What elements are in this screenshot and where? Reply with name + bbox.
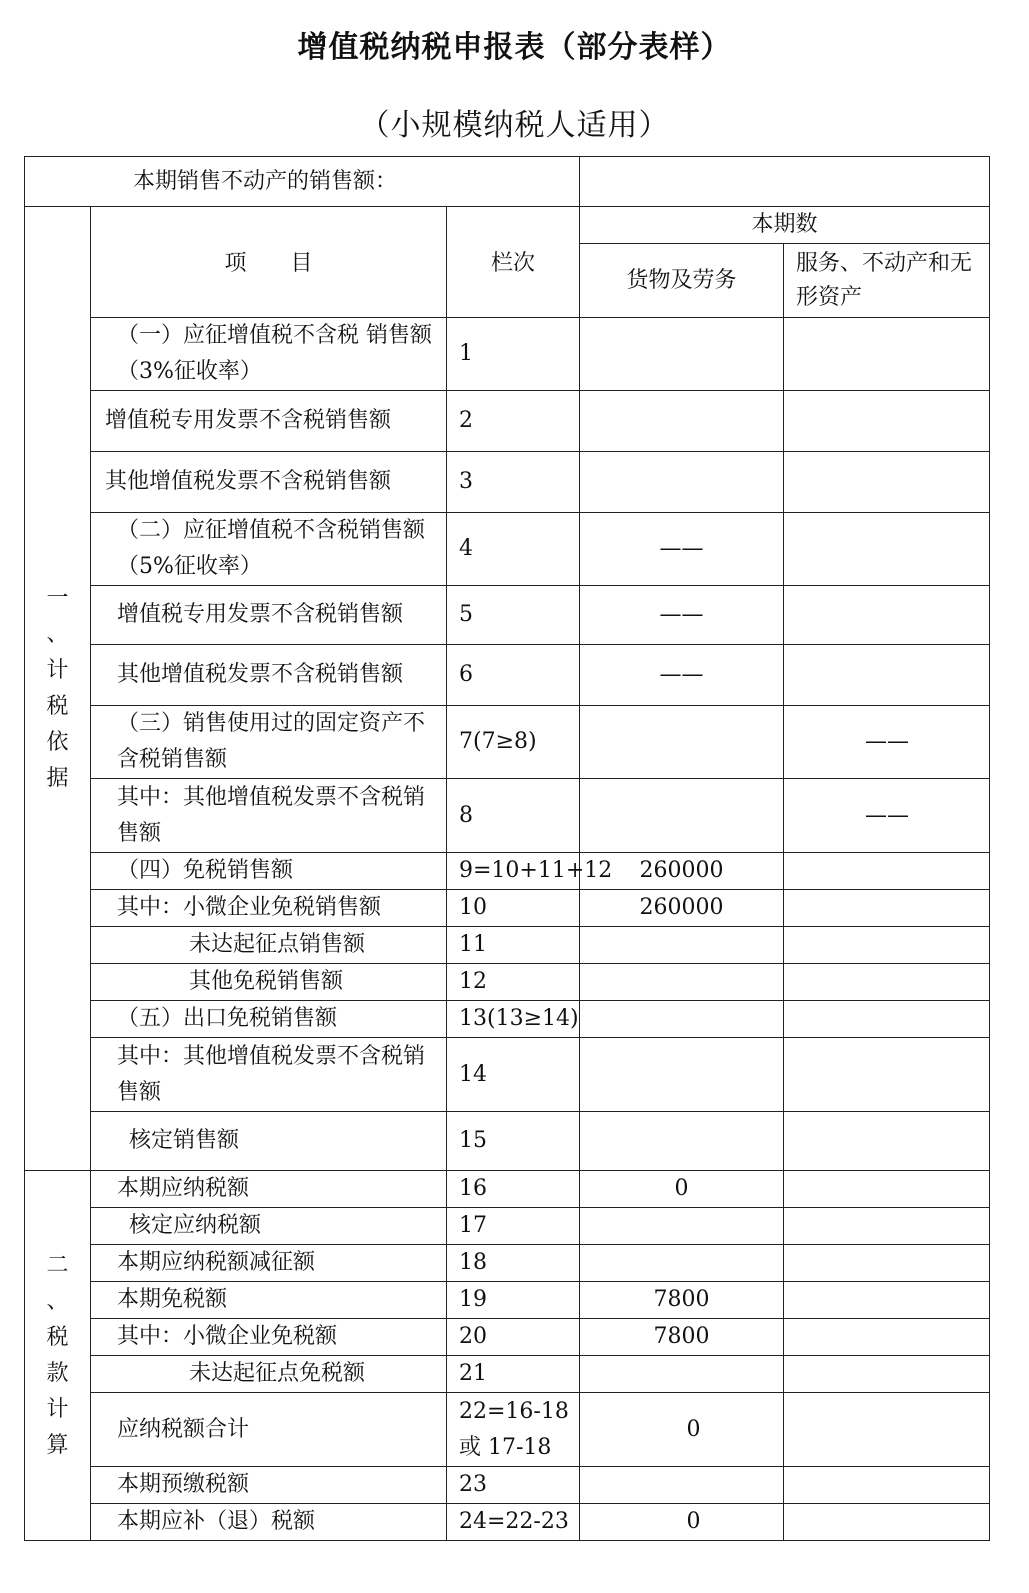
table-row xyxy=(25,1001,990,1038)
row-services[interactable] xyxy=(784,1393,990,1467)
section-label-char: 款 xyxy=(46,1360,69,1386)
row-goods[interactable] xyxy=(580,1245,784,1282)
table-row xyxy=(25,927,990,964)
row-services[interactable] xyxy=(784,853,990,890)
row-services[interactable] xyxy=(784,964,990,1001)
row-goods[interactable]: 7800 xyxy=(580,1282,784,1319)
row-line: 7(7≥8) xyxy=(447,706,580,779)
row-item: 本期应补（退）税额 xyxy=(91,1504,447,1541)
row-item: （四）免税销售额 xyxy=(91,853,447,890)
section-label-char: 二 xyxy=(46,1252,69,1278)
header-services: 服务、不动产和无形资产 xyxy=(784,244,990,318)
header-row xyxy=(25,207,990,244)
row-goods[interactable] xyxy=(580,779,784,853)
header-goods: 货物及劳务 xyxy=(580,244,784,318)
section-label-char: 税 xyxy=(46,693,69,719)
row-services[interactable]: —— xyxy=(784,779,990,853)
row-services[interactable] xyxy=(784,927,990,964)
row-services[interactable] xyxy=(784,452,990,513)
row-line: 12 xyxy=(447,964,580,1001)
row-services[interactable] xyxy=(784,1467,990,1504)
table-row xyxy=(25,452,990,513)
row-line: 3 xyxy=(447,452,580,513)
row-services[interactable] xyxy=(784,1171,990,1208)
section-tax-calc-label xyxy=(25,1248,90,1464)
row-goods[interactable] xyxy=(580,1208,784,1245)
row-item: 本期应纳税额减征额 xyxy=(91,1245,447,1282)
row-item: 本期预缴税额 xyxy=(91,1467,447,1504)
row-line: 16 xyxy=(447,1171,580,1208)
table-row xyxy=(25,853,990,890)
section-label-char: 一 xyxy=(46,585,69,611)
row-services[interactable] xyxy=(784,1112,990,1171)
row-goods[interactable] xyxy=(580,1038,784,1112)
row-goods[interactable] xyxy=(580,452,784,513)
row-goods[interactable] xyxy=(580,391,784,452)
row-item: 未达起征点免税额 xyxy=(91,1356,447,1393)
row-services[interactable] xyxy=(784,1038,990,1112)
row-item: 应纳税额合计 xyxy=(91,1393,447,1467)
table-row xyxy=(25,964,990,1001)
row-goods[interactable]: 260000 xyxy=(580,890,784,927)
row-line: 21 xyxy=(447,1356,580,1393)
row-line: 1 xyxy=(447,318,580,391)
header-item: 项 目 xyxy=(91,207,447,318)
row-goods[interactable]: 7800 xyxy=(580,1319,784,1356)
row-services[interactable] xyxy=(784,513,990,586)
row-line: 22=16-18 或 17-18 xyxy=(447,1393,580,1467)
table-row xyxy=(25,586,990,645)
row-item: 其他增值税发票不含税销售额 xyxy=(91,645,447,706)
table-row xyxy=(25,890,990,927)
row-item: 核定应纳税额 xyxy=(91,1208,447,1245)
section-label-char: 依 xyxy=(46,729,69,755)
page-subtitle: （小规模纳税人适用） xyxy=(359,108,670,143)
row-item: 本期应纳税额 xyxy=(91,1171,447,1208)
row-services[interactable] xyxy=(784,1245,990,1282)
table-row xyxy=(25,318,990,391)
row-item: 核定销售额 xyxy=(91,1112,447,1171)
row-services[interactable] xyxy=(784,586,990,645)
table-row xyxy=(25,1038,990,1112)
row-line: 13(13≥14) xyxy=(447,1001,580,1038)
row-goods[interactable]: —— xyxy=(580,513,784,586)
section-label-char: 计 xyxy=(46,1396,69,1422)
row-services[interactable] xyxy=(784,1001,990,1038)
row-item: 增值税专用发票不含税销售额 xyxy=(91,586,447,645)
row-goods[interactable] xyxy=(580,1356,784,1393)
row-line: 11 xyxy=(447,927,580,964)
table-row xyxy=(25,645,990,706)
row-goods[interactable] xyxy=(580,318,784,391)
section-label-char: 、 xyxy=(46,621,69,647)
table-row xyxy=(25,1112,990,1171)
table-row xyxy=(25,391,990,452)
row-services[interactable] xyxy=(784,1504,990,1541)
section-label-char: 算 xyxy=(46,1432,69,1458)
row-goods[interactable] xyxy=(580,927,784,964)
header-line: 栏次 xyxy=(447,207,580,318)
row-line: 9=10+11+12 xyxy=(447,853,580,890)
row-item: 其中：其他增值税发票不含税销售额 xyxy=(91,1038,447,1112)
row-services[interactable] xyxy=(784,890,990,927)
section-label-char: 据 xyxy=(46,765,69,791)
row-item: （五）出口免税销售额 xyxy=(91,1001,447,1038)
table-row xyxy=(25,1467,990,1504)
row-line: 20 xyxy=(447,1319,580,1356)
row-line: 2 xyxy=(447,391,580,452)
row-goods[interactable]: 0 xyxy=(580,1393,784,1467)
row-line: 18 xyxy=(447,1245,580,1282)
section-tax-basis xyxy=(25,207,91,1171)
row-goods[interactable]: 0 xyxy=(580,1504,784,1541)
row-goods[interactable] xyxy=(580,1467,784,1504)
table-row xyxy=(25,1171,990,1208)
row-line: 23 xyxy=(447,1467,580,1504)
row-line: 10 xyxy=(447,890,580,927)
vat-return-table xyxy=(24,156,990,1541)
row-goods[interactable] xyxy=(580,964,784,1001)
row-item: 本期免税额 xyxy=(91,1282,447,1319)
row-goods[interactable]: —— xyxy=(580,586,784,645)
section-label-char: 、 xyxy=(46,1288,69,1314)
table-row xyxy=(25,779,990,853)
table-row xyxy=(25,1245,990,1282)
header-current-period: 本期数 xyxy=(580,207,990,244)
table-row xyxy=(25,1208,990,1245)
row-line: 5 xyxy=(447,586,580,645)
row-line: 6 xyxy=(447,645,580,706)
row-line: 24=22-23 xyxy=(447,1504,580,1541)
table-row xyxy=(25,1319,990,1356)
row-line: 15 xyxy=(447,1112,580,1171)
section-label-char: 税 xyxy=(46,1324,69,1350)
section-label-char: 计 xyxy=(46,657,69,683)
row-item: （二）应征增值税不含税销售额（5%征收率） xyxy=(91,513,447,586)
row-item: 其他增值税发票不含税销售额 xyxy=(91,452,447,513)
row-line: 8 xyxy=(447,779,580,853)
row-goods[interactable] xyxy=(580,1112,784,1171)
row-services[interactable] xyxy=(784,1356,990,1393)
real-estate-sales-row xyxy=(25,157,990,207)
row-goods[interactable]: 260000 xyxy=(580,853,784,890)
row-goods[interactable]: 0 xyxy=(580,1171,784,1208)
table-row xyxy=(25,1282,990,1319)
row-goods[interactable] xyxy=(580,706,784,779)
table-row xyxy=(25,513,990,586)
table-row xyxy=(25,1356,990,1393)
row-services[interactable] xyxy=(784,1208,990,1245)
row-services[interactable] xyxy=(784,391,990,452)
row-item: 其中：小微企业免税额 xyxy=(91,1319,447,1356)
row-item: 其中：小微企业免税销售额 xyxy=(91,890,447,927)
row-services[interactable] xyxy=(784,1319,990,1356)
row-item: （一）应征增值税不含税 销售额（3%征收率） xyxy=(91,318,447,391)
row-line: 19 xyxy=(447,1282,580,1319)
row-item: 未达起征点销售额 xyxy=(91,927,447,964)
section-tax-basis-label xyxy=(25,581,90,797)
row-line: 4 xyxy=(447,513,580,586)
row-item: 增值税专用发票不含税销售额 xyxy=(91,391,447,452)
real-estate-sales-value[interactable] xyxy=(580,157,990,207)
row-services[interactable] xyxy=(784,645,990,706)
row-item: 其中：其他增值税发票不含税销售额 xyxy=(91,779,447,853)
row-line: 17 xyxy=(447,1208,580,1245)
page-title: 增值税纳税申报表（部分表样） xyxy=(297,30,732,65)
row-item: （三）销售使用过的固定资产不含税销售额 xyxy=(91,706,447,779)
section-tax-calc xyxy=(25,1171,91,1541)
row-services[interactable]: —— xyxy=(784,706,990,779)
row-line: 14 xyxy=(447,1038,580,1112)
table-row xyxy=(25,1393,990,1467)
row-goods[interactable]: —— xyxy=(580,645,784,706)
table-row xyxy=(25,706,990,779)
real-estate-sales-label: 本期销售不动产的销售额： xyxy=(25,157,580,207)
row-item: 其他免税销售额 xyxy=(91,964,447,1001)
row-goods[interactable] xyxy=(580,1001,784,1038)
row-services[interactable] xyxy=(784,318,990,391)
row-services[interactable] xyxy=(784,1282,990,1319)
table-row xyxy=(25,1504,990,1541)
